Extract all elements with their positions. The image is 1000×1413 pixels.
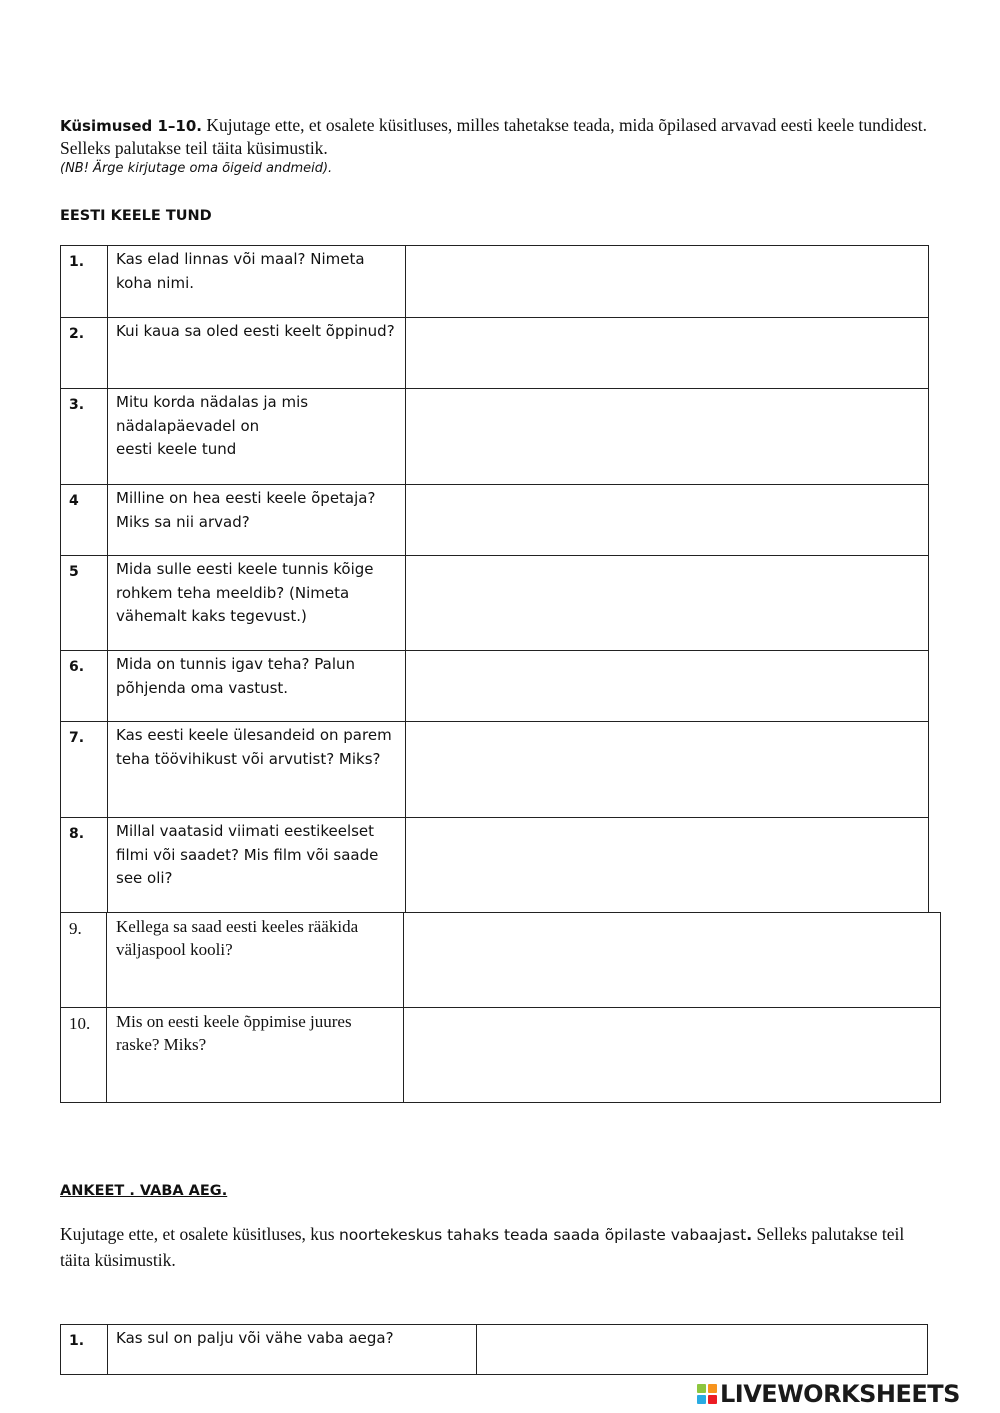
answer-cell-vaba-aeg-1[interactable] — [477, 1325, 928, 1375]
question-text: Kas elad linnas või maal? Nimeta koha nimi. — [108, 246, 406, 318]
answer-cell-3[interactable] — [406, 389, 929, 485]
intro2-part3: . — [746, 1226, 753, 1244]
question-text: Millal vaatasid viimati eestikeelset filmi või saadet? Mis film või saade see oli? — [108, 818, 406, 913]
answer-cell-9[interactable] — [404, 913, 941, 1008]
section-heading-eesti-keele-tund: EESTI KEELE TUND — [60, 208, 212, 224]
questionnaire-table-1 — [60, 245, 929, 913]
question-number: 6. — [61, 651, 108, 722]
question-number: 9. — [61, 913, 107, 1008]
table-row — [61, 1325, 928, 1375]
liveworksheets-logo-icon — [697, 1384, 717, 1404]
answer-cell-4[interactable] — [406, 485, 929, 556]
table-row — [61, 389, 929, 485]
question-text: Kui kaua sa oled eesti keelt õppinud? — [108, 318, 406, 389]
table-row — [61, 556, 929, 651]
question-text: Mis on eesti keele õppimise juures raske? Miks? — [107, 1008, 404, 1103]
question-number: 5 — [61, 556, 108, 651]
table-row — [61, 1008, 941, 1103]
intro-lead: Küsimused 1–10. — [60, 117, 202, 135]
intro2-part2: noortekeskus tahaks teada saada õpilaste vabaajast — [338, 1226, 747, 1244]
question-text: Kas sul on palju või vähe vaba aega? — [108, 1325, 477, 1375]
table-row — [61, 246, 929, 318]
question-number: 3. — [61, 389, 108, 485]
question-text: Milline on hea eesti keele õpetaja? Miks sa nii arvad? — [108, 485, 406, 556]
logo-square-red — [708, 1395, 717, 1404]
question-text: Kellega sa saad eesti keeles rääkida väljaspool kooli? — [107, 913, 404, 1008]
question-number: 7. — [61, 722, 108, 818]
table-row — [61, 722, 929, 818]
logo-square-green — [697, 1384, 706, 1393]
question-number: 10. — [61, 1008, 107, 1103]
question-text: Kas eesti keele ülesandeid on parem teha töövihikust või arvutist? Miks? — [108, 722, 406, 818]
logo-square-blue — [697, 1395, 706, 1404]
question-text: Mitu korda nädalas ja mis nädalapäevadel on eesti keele tund — [108, 389, 406, 485]
question-number: 1. — [61, 1325, 108, 1375]
table-row — [61, 485, 929, 556]
question-number: 2. — [61, 318, 108, 389]
section-heading-ankeet-vaba-aeg: ANKEET . VABA AEG. — [60, 1183, 228, 1199]
answer-cell-1[interactable] — [406, 246, 929, 318]
liveworksheets-text: LIVEWORKSHEETS — [720, 1380, 960, 1408]
intro2-part1: Kujutage ette, et osalete küsitluses, kus — [60, 1224, 339, 1244]
section2-intro-paragraph — [60, 1222, 920, 1273]
table-row — [61, 913, 941, 1008]
logo-square-orange — [708, 1384, 717, 1393]
intro2-part4: Selleks palutakse teil täita küsimustik. — [60, 1224, 905, 1270]
answer-cell-2[interactable] — [406, 318, 929, 389]
table-row — [61, 818, 929, 913]
intro-note: (NB! Ärge kirjutage oma õigeid andmeid). — [60, 161, 333, 176]
answer-cell-7[interactable] — [406, 722, 929, 818]
questionnaire-table-2 — [60, 912, 941, 1103]
intro-text: Kujutage ette, et osalete küsitluses, milles tahetakse teada, mida õpilased arvavad eesti keele tundidest. Selleks palutakse teil täita küsimustik. — [60, 115, 928, 158]
question-number: 8. — [61, 818, 108, 913]
table-row — [61, 318, 929, 389]
answer-cell-5[interactable] — [406, 556, 929, 651]
answer-cell-10[interactable] — [404, 1008, 941, 1103]
liveworksheets-watermark — [697, 1381, 960, 1407]
table-row — [61, 651, 929, 722]
answer-cell-6[interactable] — [406, 651, 929, 722]
question-text: Mida on tunnis igav teha? Palun põhjenda oma vastust. — [108, 651, 406, 722]
question-text: Mida sulle eesti keele tunnis kõige rohkem teha meeldib? (Nimeta vähemalt kaks tegevust.) — [108, 556, 406, 651]
intro-paragraph — [60, 114, 940, 178]
question-number: 1. — [61, 246, 108, 318]
questionnaire-table-3 — [60, 1324, 928, 1375]
question-number: 4 — [61, 485, 108, 556]
answer-cell-8[interactable] — [406, 818, 929, 913]
